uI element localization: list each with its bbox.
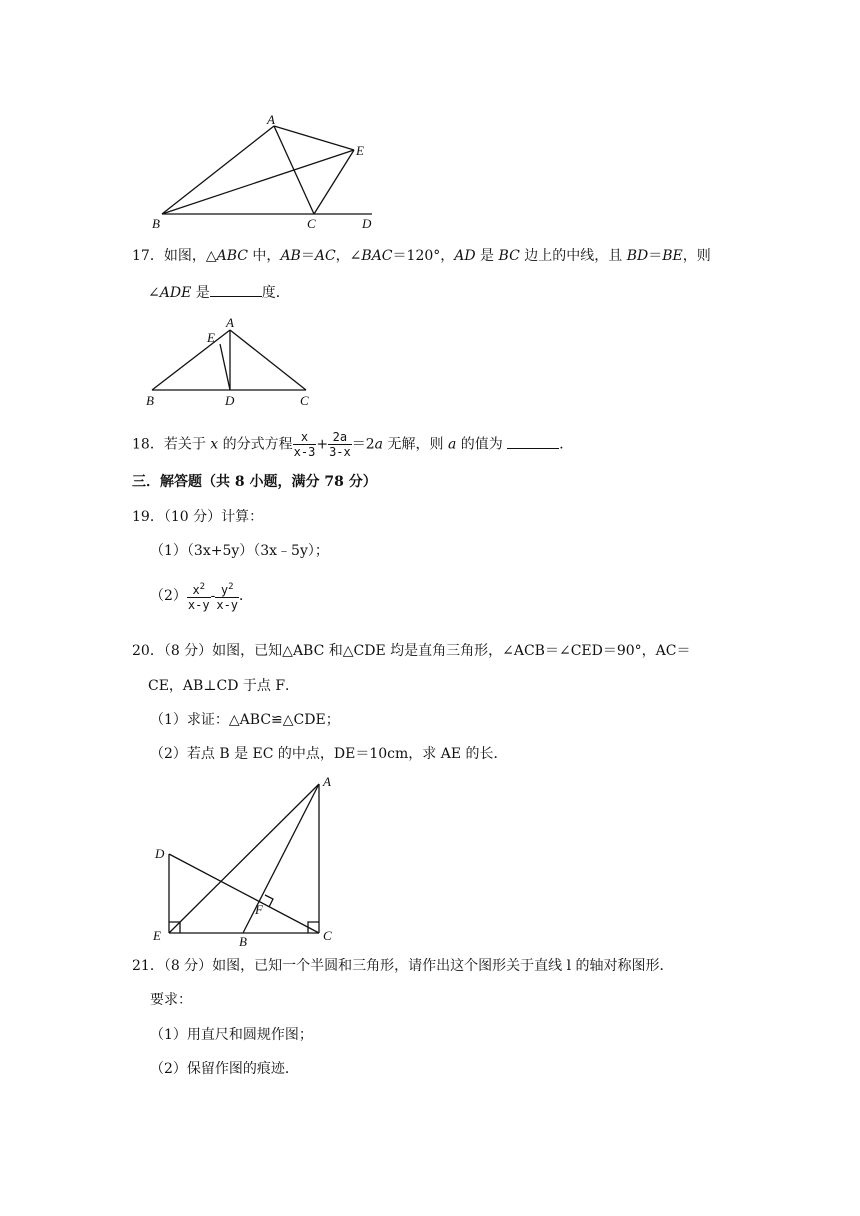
label-c: C [323, 928, 332, 943]
label-c: C [300, 393, 309, 408]
q17-line1: 17．如图，△ABC 中，AB＝AC，∠BAC＝120°，AD 是 BC 边上的中线，且 BD＝BE，则 [132, 248, 711, 264]
q21-req: 要求： [150, 992, 192, 1008]
label-e: E [207, 330, 215, 345]
label-a: A [226, 315, 234, 330]
label-d: D [155, 846, 165, 861]
q18-line: 18．若关于 x 的分式方程 $\frac{x}{x-3}$ + $\frac{2a}{3-x}$ ＝2a 无解，则 a 的值为 ． [132, 430, 574, 459]
label-e: E [153, 928, 161, 943]
section-title: 三．解答题（共 8 小题，满分 78 分） [132, 474, 377, 490]
q17-line2: ∠ADE 是 度． [148, 282, 290, 303]
label-a: A [267, 112, 275, 127]
q20-sub1: （1）求证：△ABC≌△CDE； [150, 712, 340, 728]
label-a: A [323, 774, 331, 789]
label-c: C [307, 216, 316, 231]
label-b: B [239, 934, 247, 949]
figure-q20 [145, 770, 355, 950]
q21-sub2: （2）保留作图的痕迹． [150, 1061, 299, 1077]
answer-blank[interactable] [507, 434, 559, 449]
answer-blank[interactable] [210, 282, 262, 297]
label-e: E [356, 143, 364, 158]
label-d: D [225, 393, 235, 408]
q19-sub1: （1）（3x+5y）（3x﹣5y）； [150, 543, 329, 559]
fraction-2a-over-3-x: $\frac{2a}{3-x}$ [329, 430, 351, 459]
q19-head: 19．（10 分）计算： [132, 509, 264, 525]
q19-sub2: （2） $\frac{x^2}{x-y}$ - $\frac{y^2}{x-y}$ ． [150, 582, 254, 612]
figure-q17 [142, 314, 317, 409]
label-f: F [255, 902, 263, 917]
label-d: D [362, 216, 372, 231]
label-b: B [146, 393, 154, 408]
label-b: B [152, 216, 160, 231]
q21-line1: 21．（8 分）如图，已知一个半圆和三角形，请作出这个图形关于直线 l 的轴对称图形． [132, 958, 674, 974]
q21-sub1: （1）用直尺和圆规作图； [150, 1027, 313, 1043]
fraction-x-over-x-3: $\frac{x}{x-3}$ [293, 430, 316, 459]
q20-line1: 20．（8 分）如图，已知△ABC 和△CDE 均是直角三角形，∠ACB＝∠CED＝90°，AC＝ [132, 643, 691, 659]
q20-sub2: （2）若点 B 是 EC 的中点，DE＝10cm，求 AE 的长． [150, 746, 508, 762]
fraction-y2-over-x-y: $\frac{y^2}{x-y}$ [216, 582, 239, 612]
figure-q16 [140, 110, 390, 235]
fraction-x2-over-x-y: $\frac{x^2}{x-y}$ [187, 582, 210, 612]
q20-line2: CE，AB⊥CD 于点 F． [148, 678, 300, 694]
